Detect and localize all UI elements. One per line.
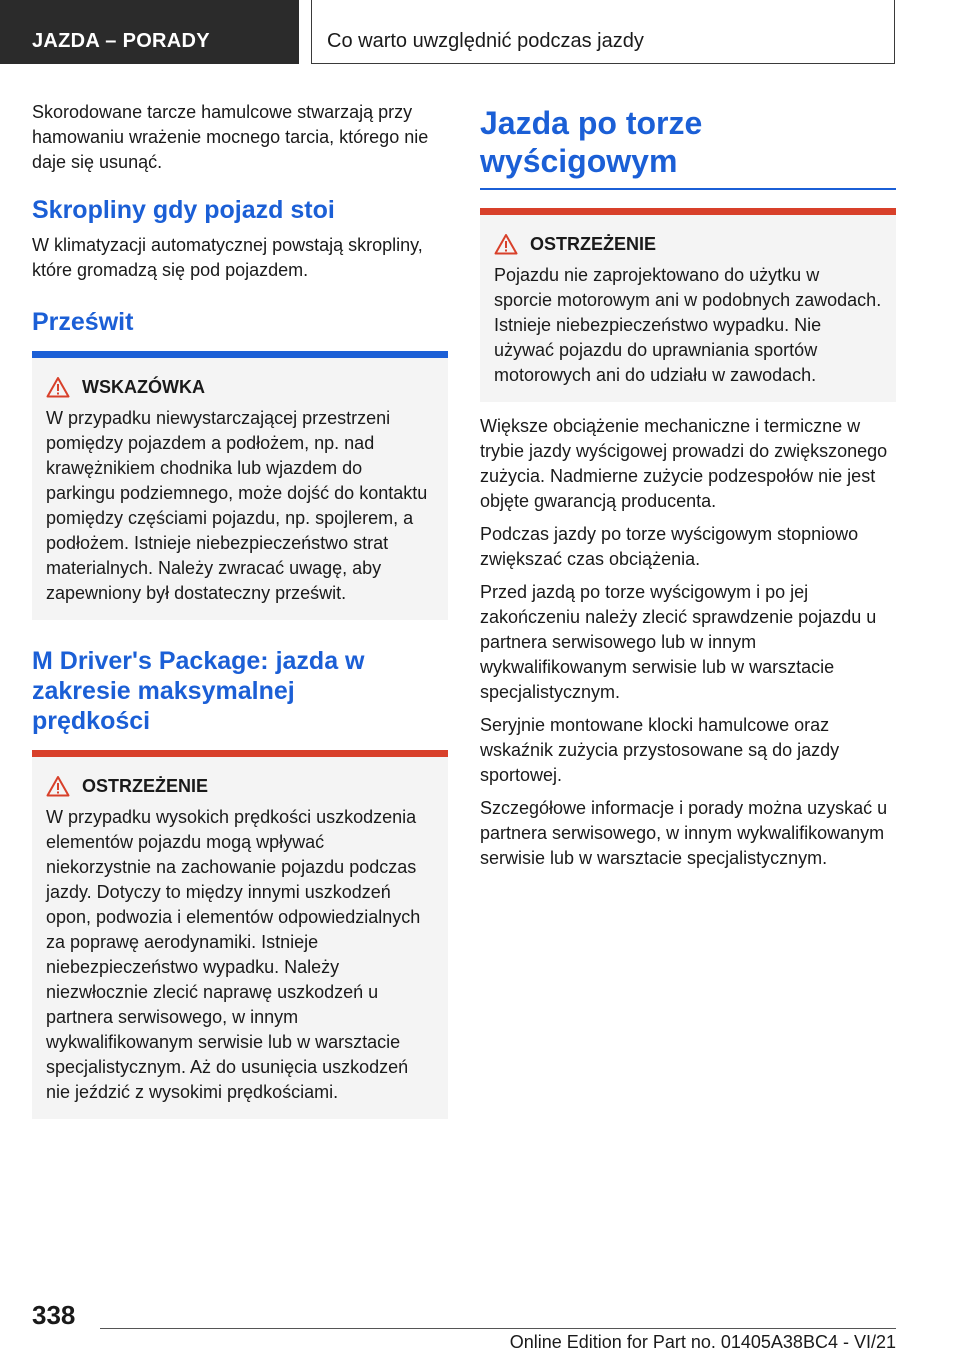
warning-header bbox=[46, 775, 434, 797]
footer-edition: Online Edition for Part no. 01405A38BC4 - VI/21 bbox=[509, 1332, 896, 1352]
footer-divider bbox=[100, 1328, 896, 1329]
warning-box-race-track bbox=[480, 208, 896, 402]
paragraph-wear: Większe obciążenie mechaniczne i termiczne w trybie jazdy wyścigowej prowadzi do zwiększonego zużycia. Nadmierne zużycie podzespołów nie jest objęte gwarancją producenta. bbox=[480, 416, 888, 511]
paragraph-load-time: Podczas jazdy po torze wyścigowym stopniowo zwiększać czas obciążenia. bbox=[480, 524, 859, 569]
header-section-tab bbox=[0, 0, 299, 64]
page-number: 338 bbox=[32, 1300, 76, 1330]
notice-box-clearance bbox=[32, 351, 448, 620]
warning-header bbox=[494, 233, 882, 255]
warning-box-high-speed bbox=[32, 750, 448, 1119]
header-chapter-label: Co warto uwzględnić podczas jazdy bbox=[327, 30, 644, 52]
paragraph-more-info: Szczegółowe informacje i porady można uzyskać u partnera serwisowego, w innym wykwalifikowanym serwisie lub w warsztacie specjalistycznym. bbox=[480, 798, 888, 868]
paragraph-brake-pads: Seryjnie montowane klocki hamulcowe oraz wskaźnik zużycia przystosowane są do jazdy sportowej. bbox=[480, 715, 840, 785]
warning-title: OSTRZEŻENIE bbox=[530, 233, 657, 254]
warning-text: W przypadku wysokich prędkości uszkodzenia elementów pojazdu mogą wpływać niekorzystnie na zachowanie pojazdu podczas jazdy. Dotyczy to między innymi uszkodzeń opon, podwozia i elementów odpowiedzialnych za poprawę aerodynamiki. Istnieje niebezpieczeństwo wypadku. Należy niezwłocznie zlecić naprawę uszkodzeń u partnera serwisowego, w innym wykwalifikowanym serwisie lub w warsztacie specjalistycznym. Aż do usunięcia uszkodzeń nie jeździć z wysokimi prędkościami. bbox=[46, 807, 421, 1102]
warning-bar bbox=[480, 208, 896, 215]
warning-bar bbox=[32, 750, 448, 757]
title-underline bbox=[480, 188, 896, 190]
notice-header bbox=[46, 376, 434, 398]
warning-triangle-icon bbox=[494, 233, 518, 255]
paragraph-inspection: Przed jazdą po torze wyścigowym i po jej zakończeniu należy zlecić sprawdzenie pojazdu u partnera serwisowego lub w innym wykwalifikowanym serwisie lub w warsztacie specjalistycznym. bbox=[480, 582, 877, 702]
race-track-body bbox=[480, 414, 896, 871]
warning-triangle-icon bbox=[46, 775, 70, 797]
left-column bbox=[32, 100, 448, 1119]
header-section-label: JAZDA – PORADY bbox=[32, 30, 210, 52]
header-chapter-tab bbox=[311, 0, 895, 64]
section-title-ground-clearance: Prześwit bbox=[32, 308, 134, 336]
warning-text: Pojazdu nie zaprojektowano do użytku w sporcie motorowym ani w podobnych zawodach. Istnieje niebezpieczeństwo wypadku. Nie używać pojazdu do uprawniania sportów motorowych ani do udziału w zawodach. bbox=[494, 265, 882, 385]
notice-bar bbox=[32, 351, 448, 358]
intro-paragraph: Skorodowane tarcze hamulcowe stwarzają przy hamowaniu wrażenie mocnego tarcia, którego nie daje się usunąć. bbox=[32, 102, 429, 172]
warning-triangle-icon bbox=[46, 376, 70, 398]
section-title-condensation: Skropliny gdy pojazd stoi bbox=[32, 196, 335, 224]
notice-text: W przypadku niewystarczającej przestrzeni pomiędzy pojazdem a podłożem, np. nad krawężnikiem chodnika lub wjazdem do parkingu podziemnego, może dojść do kontaktu pomiędzy częściami pojazdu, np. spojlerem, a podłożem. Istnieje niebezpieczeństwo strat materialnych. Należy zwracać uwagę, aby zapewniony był dostateczny prześwit. bbox=[46, 408, 428, 603]
warning-title: OSTRZEŻENIE bbox=[82, 775, 209, 796]
right-column bbox=[480, 100, 896, 879]
section-title-race-track: Jazda po torze wyścigowym bbox=[480, 105, 703, 179]
notice-title: WSKAZÓWKA bbox=[82, 376, 205, 397]
section-title-m-drivers-package: M Driver's Package: jazda w zakresie maksymalnej prędkości bbox=[32, 647, 365, 735]
condensation-paragraph: W klimatyzacji automatycznej powstają skropliny, które gromadzą się pod pojazdem. bbox=[32, 235, 423, 280]
